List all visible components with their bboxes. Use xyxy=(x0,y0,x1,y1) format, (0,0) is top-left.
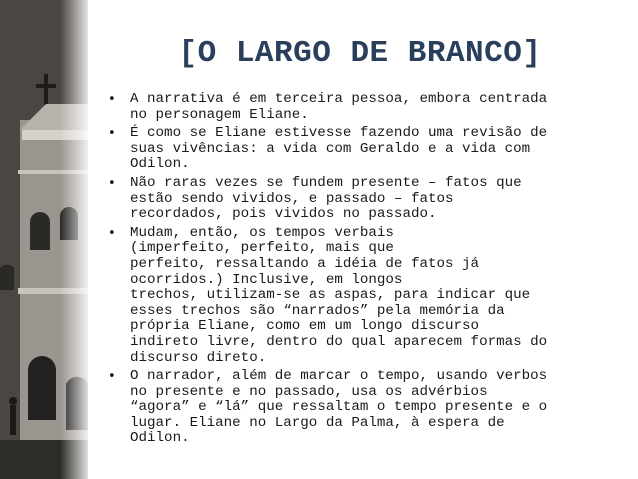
bullet-icon: • xyxy=(108,225,116,241)
bullet-text: É como se Eliane estivesse fazendo uma revisão de suas vivências: a vida com Geraldo e a vida com Odilon. xyxy=(130,125,548,173)
bullet-text: A narrativa é em terceira pessoa, embora centrada no personagem Eliane. xyxy=(130,91,548,123)
bullet-item xyxy=(108,369,608,447)
bullet-icon: • xyxy=(108,175,116,191)
bullet-icon: • xyxy=(108,126,116,142)
photo-fade xyxy=(60,0,100,479)
bullet-item xyxy=(108,92,608,123)
bullet-item xyxy=(108,226,608,366)
bullet-list xyxy=(108,92,608,450)
bullet-icon: • xyxy=(108,92,116,107)
slide-title: [O LARGO DE BRANCO] xyxy=(178,36,542,71)
bullet-text: Mudam, então, os tempos verbais (imperfeito, perfeito, mais que perfeito, ressaltando a idéia de fatos já ocorridos.) Inclusive, em longos trechos, utilizam-se as aspas, para indicar que esses trechos são “narrados” pela memória da própria Eliane, como em um longo discurso indireto livre, dentro do qual aparecem formas do discurso direto. xyxy=(130,224,548,366)
bullet-item xyxy=(108,126,608,173)
bullet-text: O narrador, além de marcar o tempo, usando verbos no presente e no passado, usa os advérbios “agora” e “lá” que ressaltam o tempo presente e o lugar. Eliane no Largo da Palma, à espera de Odilon. xyxy=(130,368,548,447)
bullet-icon: • xyxy=(108,369,116,385)
bullet-text: Não raras vezes se fundem presente – fatos que estão sendo vividos, e passado – fatos recordados, pois vividos no passado. xyxy=(130,174,522,223)
bullet-item xyxy=(108,176,608,223)
